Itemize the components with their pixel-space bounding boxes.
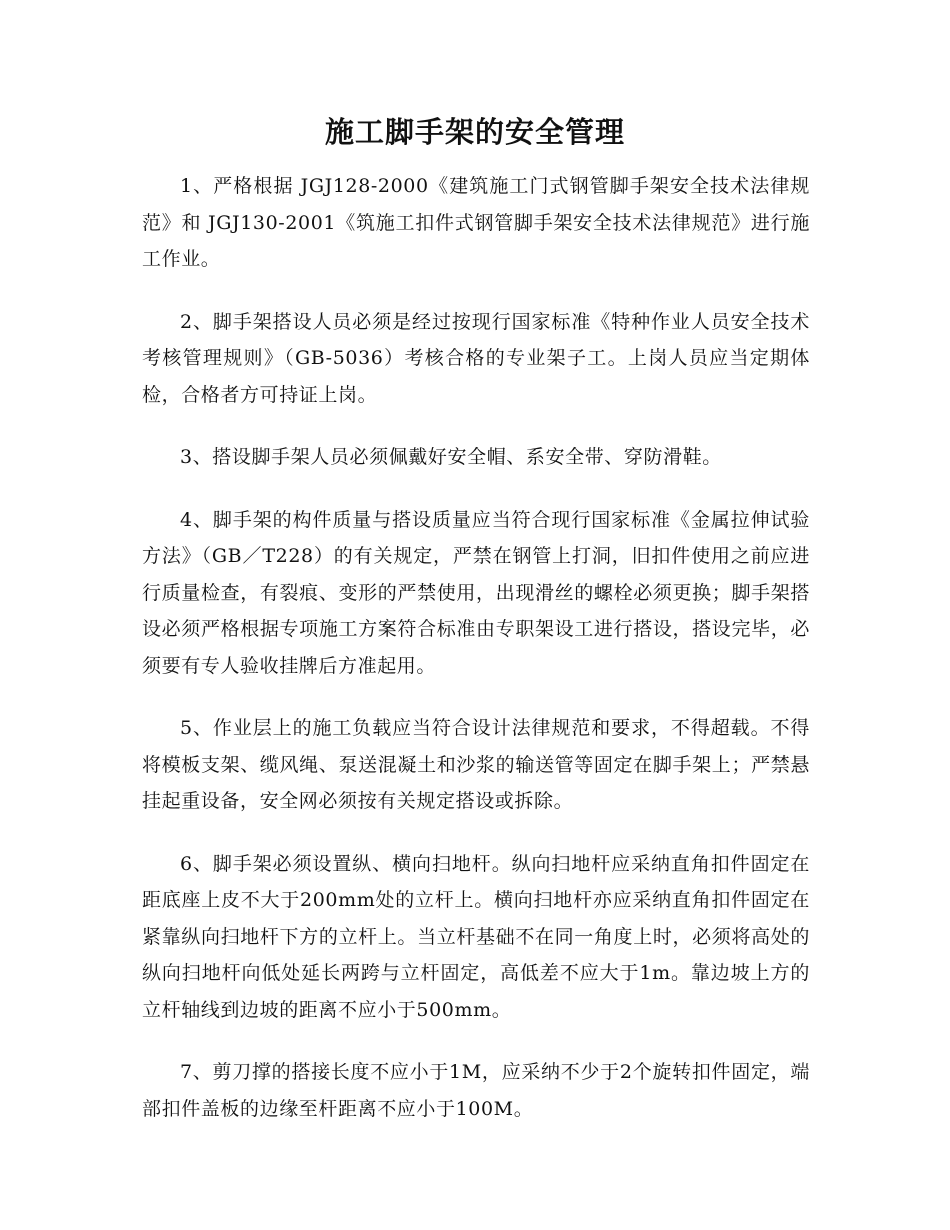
paragraph-6: 6、脚手架必须设置纵、横向扫地杆。纵向扫地杆应采纳直角扣件固定在距底座上皮不大于200mm处的立杆上。横向扫地杆亦应采纳直角扣件固定在紧靠纵向扫地杆下方的立杆上。当立杆基础不在同一角度上时，必须将高处的纵向扫地杆向低处延长两跨与立杆固定，高低差不应大于1m。靠边坡上方的立杆轴线到边坡的距离不应小于500mm。 [142, 852, 810, 1021]
paragraph-7: 7、剪刀撑的搭接长度不应小于1M，应采纳不少于2个旋转扣件固定，端部扣件盖板的边缘至杆距离不应小于100M。 [142, 1061, 810, 1120]
paragraph-1: 1、严格根据 JGJ128-2000《建筑施工门式钢管脚手架安全技术法律规范》和 JGJ130-2001《筑施工扣件式钢管脚手架安全技术法律规范》进行施工作业。 [142, 175, 810, 270]
document-body [142, 168, 810, 1153]
paragraph-5: 5、作业层上的施工负载应当符合设计法律规范和要求，不得超载。不得将模板支架、缆风绳、泵送混凝土和沙浆的输送管等固定在脚手架上；严禁悬挂起重设备，安全网必须按有关规定搭设或拆除。 [142, 717, 810, 812]
paragraph-4: 4、脚手架的构件质量与搭设质量应当符合现行国家标准《金属拉伸试验方法》（GB／T228）的有关规定，严禁在钢管上打洞，旧扣件使用之前应进行质量检查，有裂痕、变形的严禁使用，出现滑丝的螺栓必须更换；脚手架搭设必须严格根据专项施工方案符合标准由专职架设工进行搭设，搭设完毕，必须要有专人验收挂牌后方准起用。 [142, 508, 810, 677]
paragraph-3: 3、搭设脚手架人员必须佩戴好安全帽、系安全带、穿防滑鞋。 [180, 446, 722, 468]
document-title: 施工脚手架的安全管理 [324, 115, 625, 149]
paragraph-2: 2、脚手架搭设人员必须是经过按现行国家标准《特种作业人员安全技术考核管理规则》（GB-5036）考核合格的专业架子工。上岗人员应当定期体检，合格者方可持证上岗。 [142, 310, 810, 406]
